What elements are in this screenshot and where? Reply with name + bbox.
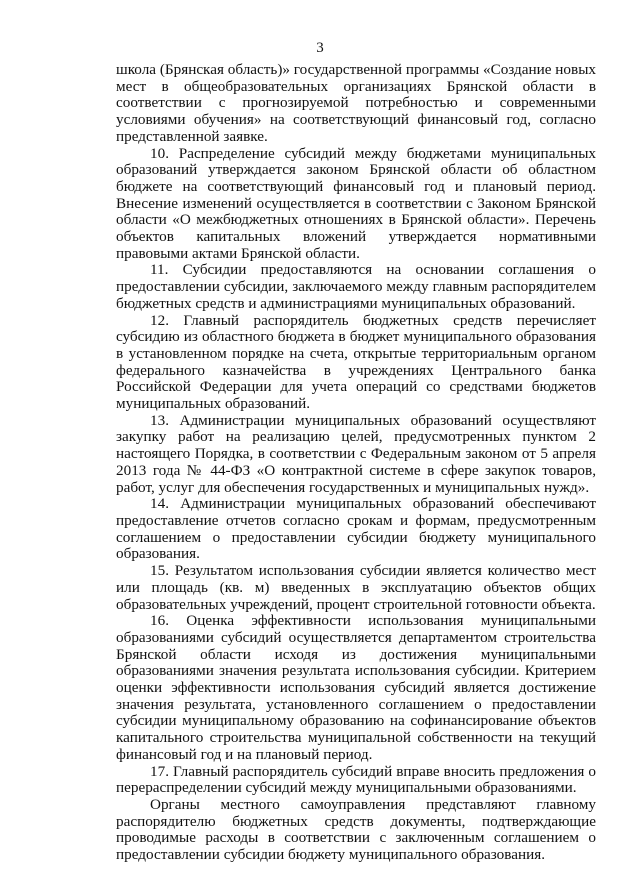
document-body [116, 62, 596, 864]
paragraph-16: 16. Оценка эффективности использования муниципальными образованиями субсидий осуществляется департаментом строительства Брянской области исходя из достижения муниципальными образованиями значения результата использования субсидии. Критерием оценки эффективности использования субсидий является достижение значения результата, установленного соглашением о предоставлении субсидии муниципальному образованию на софинансирование объектов капитального строительства муниципальной собственности на текущий финансовый год и на плановый период. [116, 612, 596, 763]
paragraph-12: 12. Главный распорядитель бюджетных средств перечисляет субсидию из областного бюджета в бюджет муниципального образования в установленном порядке на счета, открытые территориальным органом федерального казначейства в учреждениях Центрального банка Российской Федерации для учета операций со средствами бюджетов муниципальных образований. [116, 311, 596, 413]
paragraph-14: 14. Администрации муниципальных образований обеспечивают предоставление отчетов согласно срокам и формам, предусмотренным соглашением о предоставлении субсидии бюджету муниципального образования. [116, 495, 596, 563]
page-number: 3 [316, 40, 324, 56]
paragraph-11: 11. Субсидии предоставляются на основании соглашения о предоставлении субсидии, заключаемого между главным распорядителем бюджетных средств и администрациями муниципальных образований. [116, 261, 596, 312]
paragraph-continuation: школа (Брянская область)» государственной программы «Создание новых мест в общеобразовательных организациях Брянской области в соответствии с прогнозируемой потребностью и современными условиями обучения» на соответствующий финансовый год, согласно представленной заявке. [116, 61, 596, 145]
paragraph-local-authorities: Органы местного самоуправления представляют главному распорядителю бюджетных средств документы, подтверждающие проводимые расходы в соответствии с заключенным соглашением о предоставлении субсидии бюджету муниципального образования. [116, 795, 596, 864]
paragraph-13: 13. Администрации муниципальных образований осуществляют закупку работ на реализацию целей, предусмотренных пунктом 2 настоящего Порядка, в соответствии с Федеральным законом от 5 апреля 2013 года № 44-ФЗ «О контрактной системе в сфере закупок товаров, работ, услуг для обеспечения государственных и муниципальных нужд». [116, 411, 596, 496]
paragraph-10: 10. Распределение субсидий между бюджетами муниципальных образований утверждается законом Брянской области об областном бюджете на соответствующий финансовый год и плановый период. Внесение изменений осуществляется в соответствии с Законом Брянской области «О межбюджетных отношениях в Брянской области». Перечень объектов капитальных вложений утверждается нормативными правовыми актами Брянской области. [116, 144, 596, 262]
paragraph-15: 15. Результатом использования субсидии является количество мест или площадь (кв. м) введенных в эксплуатацию объектов общих образовательных учреждений, процент строительной готовности объекта. [116, 562, 596, 613]
paragraph-17: 17. Главный распорядитель субсидий вправе вносить предложения о перераспределении субсидий между муниципальными образованиями. [116, 762, 596, 797]
